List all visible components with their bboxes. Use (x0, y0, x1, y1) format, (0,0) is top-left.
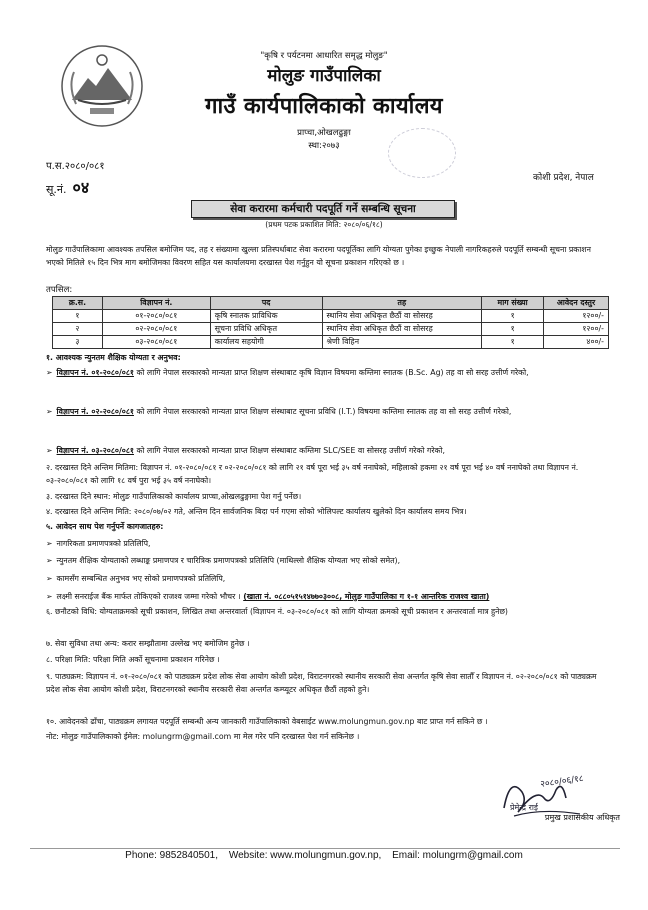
address-line: प्राप्चा,ओखलढुङ्गा (297, 128, 351, 138)
office-name: गाउँ कार्यपालिकाको कार्यालय (205, 94, 443, 119)
footer-divider (30, 848, 620, 849)
cell-post: कार्यालय सहयोगी (210, 336, 322, 349)
bank-account: (खाता नं. ०८८०५१५१४७७०३००८, मोलुङ गाउँपालिका ग १-१ आन्तरिक राजश्व खाता) (243, 592, 490, 601)
notice-intro: मोलुङ गाउँपालिकामा आवश्यक तपसिल बमोजिम पद, तह र संख्यामा खुल्ला प्रतिस्पर्धाबाट सेवा करारमा पदपूर्तिका लागि योग्यता पुगेका इच्छुक नेपाली नागरिकहरुले पदपूर्ति सम्बन्धी सूचना प्रकाशन भएको मितिले १५ दिन भित्र माग बमोजिमका विवरण सहित यस कार्यालयमा दरखास्त पेश गर्नुहुन यो सूचना प्रकाशन गरिएको छ । (46, 245, 591, 267)
reference-number: प.स.२०८०/०८१ (46, 161, 105, 172)
col-header-ad-no: विज्ञापन नं. (102, 297, 210, 310)
section-facilities: ७. सेवा सुविधा तथा अन्य: करार सम्झौतामा उल्लेख भए बमोजिम हुनेछ । (46, 639, 250, 648)
cell-demand: १ (482, 310, 544, 323)
footer-contact (0, 850, 648, 861)
cell-fee: १२००/- (544, 310, 609, 323)
signer-name: प्रेमेन्द्र राई (510, 803, 538, 812)
cell-sn: १ (53, 310, 103, 323)
arrow-bullet-icon: ➢ (46, 446, 53, 455)
table-row (53, 323, 609, 336)
signature-date: २०८०/०६/१८ (539, 774, 585, 790)
signer-designation: प्रमुख प्रशासकीय अधिकृत (544, 813, 620, 822)
section-syllabus: ९. पाठ्यक्रम: विज्ञापन नं. ०१-२०८०/०८१ को पाठ्यक्रम प्रदेश लोक सेवा आयोग कोशी प्रदेश, विराटनगरको स्थानीय सरकारी सेवा अन्तर्गत कृषि सेवा सातौँ र विज्ञापन नं. ०२-२०८०/०८१ को पाठ्यक्रम प्रदेश लोक सेवा आयोग कोशी प्रदेश, विराटनगरको स्थानीय सरकारी सेवा अन्तर्गत कम्प्यूटर अधिकृत छैठौं तहको हुने। (46, 672, 597, 694)
document-text: नागरिकता प्रमाणपत्रको प्रतिलिपि, (56, 539, 151, 548)
table-row (53, 336, 609, 349)
cell-post: कृषि स्नातक प्राविधिक (210, 310, 322, 323)
footer-email: Email: molungrm@gmail.com (392, 850, 523, 861)
table-title: तपसिल: (46, 285, 73, 295)
arrow-bullet-icon: ➢ (46, 407, 53, 416)
vacancy-table (52, 296, 609, 349)
col-header-level: तह (322, 297, 482, 310)
footer-phone: Phone: 9852840501, (125, 850, 219, 861)
cell-demand: १ (482, 336, 544, 349)
cell-ad-no: ०३-२०८०/०८१ (102, 336, 210, 349)
document-item (46, 554, 606, 567)
qualification-text: को लागि नेपाल सरकारको मान्यता प्राप्त शिक्षण संस्थाबाट कृषि विज्ञान विषयमा कम्तिमा स्नातक (B.Sc. Ag) तह वा सो सरह उत्तीर्ण गरेको, (133, 368, 529, 377)
serial-number (46, 176, 89, 198)
ad-number: विज्ञापन नं. ०३-२०८०/०८१ (56, 446, 134, 455)
ad-number: विज्ञापन नं. ०१-२०८०/०८१ (56, 368, 134, 377)
serial-value: ०४ (72, 178, 90, 197)
cell-sn: २ (53, 323, 103, 336)
ad-number: विज्ञापन नं. ०२-२०८०/०८१ (56, 407, 134, 416)
municipality-name: मोलुङ गाउँपालिका (267, 66, 381, 86)
motto: "कृषि र पर्यटनमा आधारित समृद्ध मोलुङ" (260, 51, 388, 61)
cell-sn: ३ (53, 336, 103, 349)
cell-demand: १ (482, 323, 544, 336)
document-text: न्युनतम शैक्षिक योग्यताको लब्धाङ्क प्रमाणपत्र र चारित्रिक प्रमाणपत्रको प्रतिलिपि (माथिल्लो शैक्षिक योग्यता भए सोको समेत), (56, 556, 401, 565)
table-row (53, 310, 609, 323)
section-selection-method: ६. छनौटको विधि: योग्यताक्रमको सूची प्रकाशन, लिखित तथा अन्तरवार्ता (विज्ञापन नं. ०३-२०८०/०८१ को लागि योग्यता क्रमको सूची प्रकाशन र अन्तरवार्ता मात्र हुनेछ) (46, 607, 508, 616)
published-date: (प्रथम पटक प्रकाशित मिति: २०८०/०६/१८) (265, 220, 383, 229)
cell-level: स्थानिय सेवा अधिकृत छैठौं वा सोसरह (322, 323, 482, 336)
section-deadline: ४. दरखास्त दिने अन्तिम मिति: २०८०/०७/०२ गते, अन्तिम दिन सार्वजनिक बिदा पर्न गएमा सोको भोलिपल्ट कार्यालय खुलेको दिन कार्यालय समय भित्र। (46, 507, 467, 516)
table-header-row (53, 297, 609, 310)
col-header-sn: क्र.स. (53, 297, 103, 310)
document-text: कामसँग सम्बन्धित अनुभव भए सोको प्रमाणपत्रको प्रतिलिपि, (56, 574, 226, 583)
section-documents-heading: ५. आवेदन साथ पेश गर्नुपर्ने कागजातहरु: (46, 522, 164, 531)
document-item (46, 537, 606, 550)
qualification-text: को लागि नेपाल सरकारको मान्यता प्राप्त शिक्षण संस्थाबाट सूचना प्रविधि (I.T.) विषयमा कम्तिमा स्नातक तह वा सो सरह उत्तीर्ण गरेको, (133, 407, 512, 416)
document-item (46, 572, 606, 585)
establishment-line: स्था:२०७३ (308, 141, 340, 151)
section-submission-place: ३. दरखास्त दिने स्थान: मोलुङ गाउँपालिकाको कार्यालय प्राप्चा,ओखलढुङ्गामा पेश गर्नु पर्नेछ। (46, 492, 302, 501)
arrow-bullet-icon: ➢ (46, 539, 53, 548)
qualification-item-2 (46, 405, 606, 418)
arrow-bullet-icon: ➢ (46, 556, 53, 565)
province-label: कोशी प्रदेश, नेपाल (533, 173, 594, 183)
qualification-text: को लागि नेपाल सरकारको मान्यता प्राप्त शिक्षण संस्थाबाट कम्तिमा SLC/SEE वा सोसरह उत्तीर्ण गरेको गरेको, (133, 446, 446, 455)
cell-level: श्रेणी विहिन (322, 336, 482, 349)
footer-website: Website: www.molungmun.gov.np, (228, 850, 382, 861)
col-header-post: पद (210, 297, 322, 310)
section-website-info: १०. आवेदनको ढाँचा, पाठ्यक्रम लगायत पदपूर्ति सम्बन्धी अन्य जानकारी गाउँपालिकाको वेबसाईट www.molungmun.gov.np बाट प्राप्त गर्न सकिने छ । (46, 717, 488, 726)
cell-ad-no: ०१-२०८०/०८१ (102, 310, 210, 323)
document-item (46, 590, 606, 603)
note-email: नोट: मोलुङ गाउँपालिकाको ईमेल: molungrm@gmail.com मा मेल गरेर पनि दरखास्त पेश गर्न सकिनेछ । (46, 732, 360, 741)
cell-ad-no: ०२-२०८०/०८१ (102, 323, 210, 336)
office-stamp (388, 128, 456, 178)
notice-subject: सेवा करारमा कर्मचारी पदपूर्ति गर्ने सम्बन्धि सूचना (191, 200, 455, 218)
serial-label: सू.नं. (46, 183, 67, 196)
col-header-fee: आवेदन दस्तुर (544, 297, 609, 310)
cell-fee: १२००/- (544, 323, 609, 336)
section-age-limit: २. दरखास्त दिने अन्तिम मितिमा: विज्ञापन नं. ०१-२०८०/०८१ र ०२-२०८०/०८१ को लागि २१ वर्ष पूरा भई ३५ वर्ष ननाघेको, महिलाको हकमा २१ वर्ष पूरा भई ४० वर्ष ननाघेको तथा विज्ञापन नं. ०३-२०८०/०८१ को लागि १८ वर्ष पुरा भई ३५ वर्ष ननाघेको। (46, 463, 579, 485)
document-text: लक्ष्मी सनराईज बैंक मार्फत तोकिएको राजश्व जम्मा गरेको भौचर । (56, 592, 244, 601)
section-qualification-heading: १. आवश्यक न्युनतम शैक्षिक योग्यता र अनुभव: (46, 353, 181, 362)
cell-level: स्थानिय सेवा अधिकृत छैठौं वा सोसरह (322, 310, 482, 323)
col-header-demand: माग संख्या (482, 297, 544, 310)
cell-post: सूचना प्रविधि अधिकृत (210, 323, 322, 336)
cell-fee: ४००/- (544, 336, 609, 349)
arrow-bullet-icon: ➢ (46, 592, 53, 601)
arrow-bullet-icon: ➢ (46, 574, 53, 583)
section-exam-date: ८. परिक्षा मिति: परिक्षा मिति अर्को सूचनामा प्रकाशन गरिनेछ । (46, 655, 220, 664)
arrow-bullet-icon: ➢ (46, 368, 53, 377)
qualification-item-3 (46, 444, 606, 457)
qualification-item-1 (46, 366, 606, 379)
